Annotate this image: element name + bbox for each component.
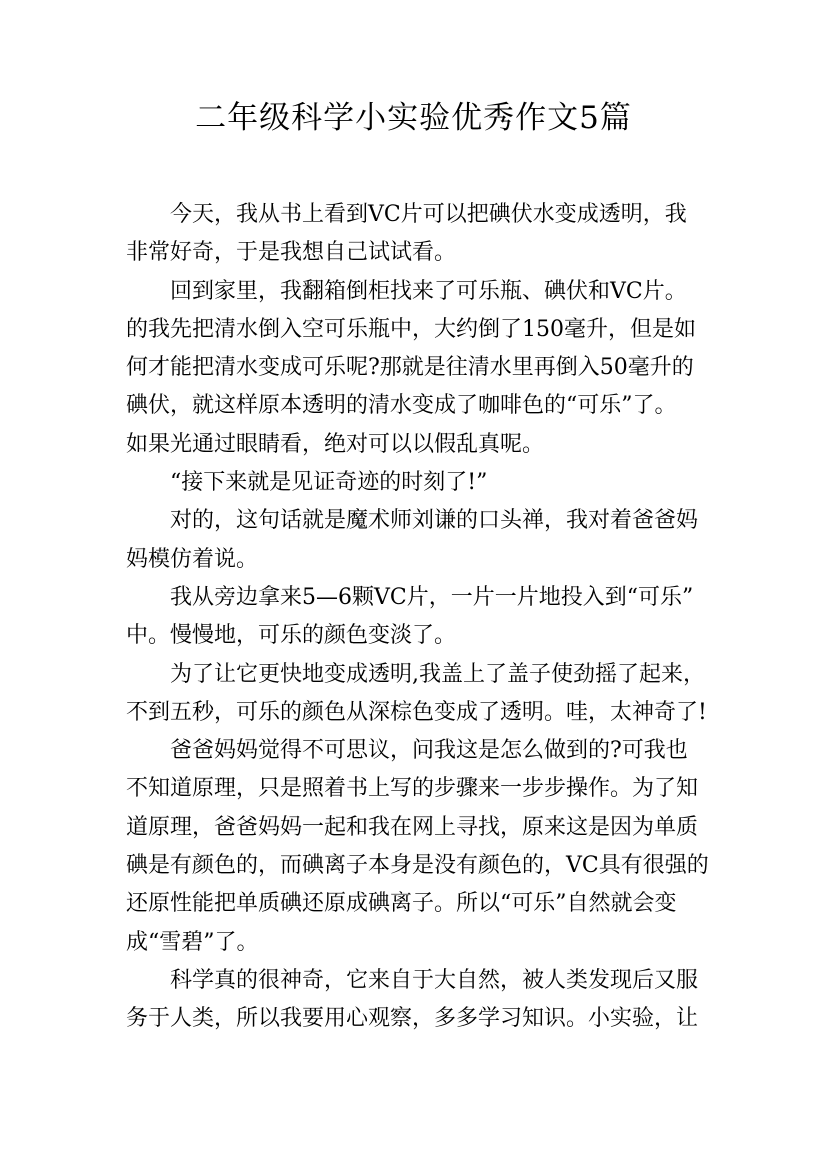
document-title: 二年级科学小实验优秀作文5篇: [195, 100, 632, 136]
article-body: [126, 196, 712, 1039]
text-line: 的我先把清水倒入空可乐瓶中，大约倒了150毫升，但是如: [126, 316, 696, 342]
text-line: 如果光通过眼睛看，绝对可以以假乱真呢。: [126, 431, 545, 457]
text-line: 今天，我从书上看到VC片可以把碘伏水变成透明，我: [170, 202, 687, 227]
text-line: 中。慢慢地，可乐的颜色变淡了。: [126, 623, 457, 649]
text-line: 为了让它更快地变成透明,我盖上了盖子使劲摇了起来，: [170, 661, 705, 687]
text-line: 务于人类，所以我要用心观察，多多学习知识。小实验，让: [126, 1006, 699, 1032]
text-line: 科学真的很神奇，它来自于大自然，被人类发现后又服: [170, 967, 699, 993]
text-line: 何才能把清水变成可乐呢?那就是往清水里再倒入50毫升的: [126, 355, 694, 381]
text-line: 成“雪碧”了。: [126, 929, 259, 955]
text-line: 碘伏，就这样原本透明的清水变成了咖啡色的“可乐”了。: [126, 393, 677, 419]
text-line: 妈模仿着说。: [126, 546, 259, 572]
text-line: 我从旁边拿来5—6颗VC片，一片一片地投入到“可乐”: [170, 584, 694, 610]
text-line: 碘是有颜色的，而碘离子本身是没有颜色的，VC具有很强的: [126, 853, 709, 879]
text-line: 非常好奇，于是我想自己试试看。: [126, 240, 457, 266]
text-line: 爸爸妈妈觉得不可思议，问我这是怎么做到的?可我也: [170, 738, 688, 764]
text-line: 道原理，爸爸妈妈一起和我在网上寻找，原来这是因为单质: [126, 814, 699, 840]
text-line: “接下来就是见证奇迹的时刻了!”: [170, 470, 488, 496]
text-line: 还原性能把单质碘还原成碘离子。所以“可乐”自然就会变: [126, 891, 677, 917]
text-line: 对的，这句话就是魔术师刘谦的口头禅，我对着爸爸妈: [170, 508, 699, 534]
text-line: 不到五秒，可乐的颜色从深棕色变成了透明。哇，太神奇了!: [126, 699, 707, 725]
text-line: 回到家里，我翻箱倒柜找来了可乐瓶、碘伏和VC片。: [170, 278, 687, 304]
text-line: 不知道原理，只是照着书上写的步骤来一步步操作。为了知: [126, 776, 699, 802]
